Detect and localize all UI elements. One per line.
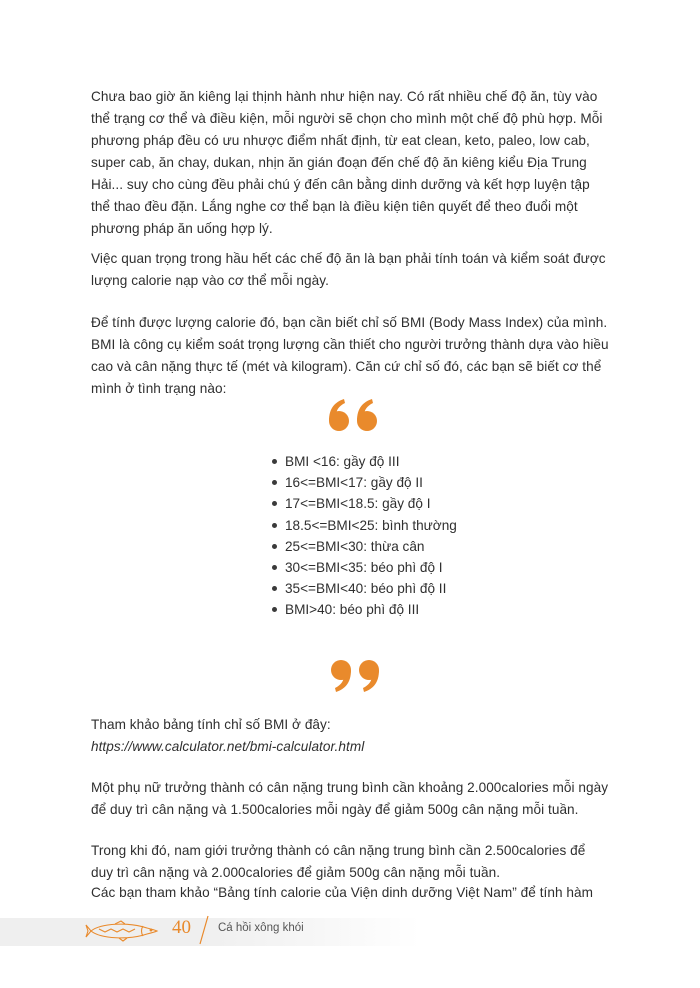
bmi-calculator-link[interactable]: https://www.calculator.net/bmi-calculator.html <box>91 739 365 754</box>
right-double-quote-icon <box>325 656 385 696</box>
list-item: 30<=BMI<35: béo phì độ I <box>272 557 457 578</box>
bmi-classification-list <box>272 451 457 621</box>
list-item: 17<=BMI<18.5: gầy độ I <box>272 493 457 514</box>
list-item: 16<=BMI<17: gầy độ II <box>272 472 457 493</box>
intro-paragraph: Chưa bao giờ ăn kiêng lại thịnh hành như hiện nay. Có rất nhiều chế độ ăn, tùy vào thể trạng cơ thể và điều kiện, mỗi người sẽ chọn cho mình một chế độ phù hợp. Mỗi phương pháp đều có ưu nhược điểm nhất định, từ eat clean, keto, paleo, low cab, super cab, ăn chay, dukan, nhịn ăn gián đoạn đến chế độ ăn kiêng kiểu Địa Trung Hải... suy cho cùng đều phải chú ý đến cân bằng dinh dưỡng và kết hợp luyện tập thể thao đều đặn. Lắng nghe cơ thể bạn là điều kiện tiên quyết để theo đuổi một phương pháp ăn uống hợp lý. <box>91 89 603 236</box>
left-double-quote-icon <box>325 396 385 436</box>
bmi-reference <box>91 714 611 758</box>
salmon-fish-icon <box>85 920 165 942</box>
reference-label: Tham khảo bảng tính chỉ số BMI ở đây: <box>91 717 331 732</box>
calorie-control-paragraph: Việc quan trọng trong hầu hết các chế độ ăn là bạn phải tính toán và kiểm soát được lượng calorie nạp vào cơ thể mỗi ngày. <box>91 251 606 288</box>
bmi-intro-paragraph: Để tính được lượng calorie đó, bạn cần biết chỉ số BMI (Body Mass Index) của mình. BMI là công cụ kiểm soát trọng lượng cần thiết cho người trưởng thành dựa vào hiều cao và cân nặng thực tế (mét và kilogram). Căn cứ chỉ số đó, các bạn sẽ biết cơ thể mình ở tình trạng nào: <box>91 315 609 396</box>
list-item: BMI>40: béo phì độ III <box>272 599 457 620</box>
list-item: 18.5<=BMI<25: bình thường <box>272 515 457 536</box>
list-item: 35<=BMI<40: béo phì độ II <box>272 578 457 599</box>
list-item: 25<=BMI<30: thừa cân <box>272 536 457 557</box>
women-calorie-paragraph: Một phụ nữ trưởng thành có cân nặng trung bình cần khoảng 2.000calories mỗi ngày để duy trì cân nặng và 1.500calories mỗi ngày để giảm 500g cân nặng mỗi tuần. <box>91 780 609 817</box>
page-number: 40 <box>172 917 191 938</box>
footer-divider <box>198 914 210 946</box>
book-title: Cá hồi xông khói <box>218 922 304 934</box>
men-calorie-paragraph: Trong khi đó, nam giới trưởng thành có cân nặng trung bình cần 2.500calories để duy trì cân nặng và 2.000calories để giảm 500g cân nặng mỗi tuần. <box>91 843 586 880</box>
calorie-table-paragraph: Các bạn tham khảo “Bảng tính calorie của Viện dinh dưỡng Việt Nam” để tính hàm <box>91 885 594 900</box>
list-item: BMI <16: gầy độ III <box>272 451 457 472</box>
